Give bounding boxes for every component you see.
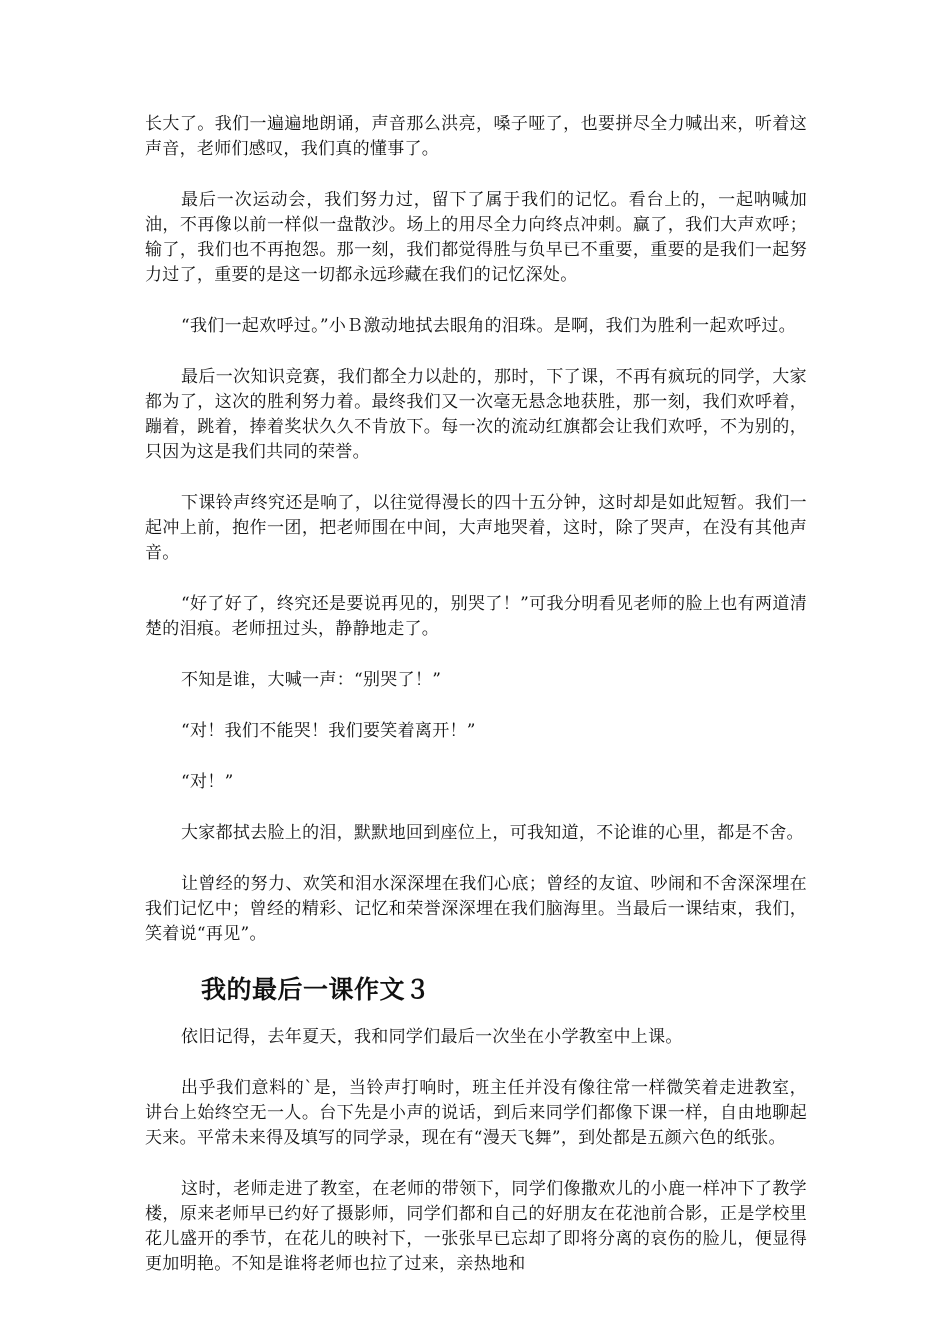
paragraph: 最后一次运动会，我们努力过，留下了属于我们的记忆。看台上的，一起呐喊加油，不再像以前一样似一盘散沙。场上的用尽全力向终点冲刺。赢了，我们大声欢呼；输了，我们也不再抱怨。那一刻，我们都觉得胜与负早已不重要，重要的是我们一起努力过了，重要的是这一切都永远珍藏在我们的记忆深处。 — [145, 190, 807, 285]
paragraph: 让曾经的努力、欢笑和泪水深深埋在我们心底；曾经的友谊、吵闹和不舍深深埋在我们记忆中；曾经的精彩、记忆和荣誉深深埋在我们脑海里。当最后一课结束，我们，笑着说“再见”。 — [145, 874, 807, 944]
paragraph: 下课铃声终究还是响了，以往觉得漫长的四十五分钟，这时却是如此短暂。我们一起冲上前，抱作一团，把老师围在中间，大声地哭着，这时，除了哭声，在没有其他声音。 — [145, 493, 807, 563]
paragraph: 最后一次知识竞赛，我们都全力以赴的，那时，下了课，不再有疯玩的同学，大家都为了，这次的胜利努力着。最终我们又一次毫无悬念地获胜，那一刻，我们欢呼着，蹦着，跳着，捧着奖状久久不肯放下。每一次的流动红旗都会让我们欢呼，不为别的，只因为这是我们共同的荣誉。 — [145, 367, 807, 462]
section-heading: 我的最后一课作文３ — [201, 975, 431, 1004]
paragraph: “我们一起欢呼过。”小Ｂ激动地拭去眼角的泪珠。是啊，我们为胜利一起欢呼过。 — [181, 316, 796, 336]
paragraph: 出乎我们意料的`是，当铃声打响时，班主任并没有像往常一样微笑着走进教室，讲台上始终空无一人。台下先是小声的说话，到后来同学们都像下课一样，自由地聊起天来。平常未来得及填写的同学录，现在有“漫天飞舞”，到处都是五颜六色的纸张。 — [145, 1078, 807, 1148]
paragraph: “对！” — [181, 772, 234, 792]
paragraph: 不知是谁，大喊一声：“别哭了！” — [181, 670, 442, 690]
paragraph: 长大了。我们一遍遍地朗诵，声音那么洪亮，嗓子哑了，也要拼尽全力喊出来，听着这声音，老师们感叹，我们真的懂事了。 — [145, 114, 807, 159]
paragraph: 这时，老师走进了教室，在老师的带领下，同学们像撒欢儿的小鹿一样冲下了教学楼，原来老师早已约好了摄影师，同学们都和自己的好朋友在花池前合影，正是学校里花儿盛开的季节，在花儿的映衬下，一张张早已忘却了即将分离的哀伤的脸儿，便显得更加明艳。不知是谁将老师也拉了过来，亲热地和 — [145, 1179, 807, 1274]
paragraph: 依旧记得，去年夏天，我和同学们最后一次坐在小学教室中上课。 — [181, 1027, 683, 1047]
paragraph: 大家都拭去脸上的泪，默默地回到座位上，可我知道，不论谁的心里，都是不舍。 — [181, 823, 804, 843]
document-page — [145, 112, 807, 1303]
paragraph: “好了好了，终究还是要说再见的，别哭了！”可我分明看见老师的脸上也有两道清楚的泪痕。老师扭过头，静静地走了。 — [145, 594, 807, 639]
paragraph: “对！我们不能哭！我们要笑着离开！” — [181, 721, 476, 741]
